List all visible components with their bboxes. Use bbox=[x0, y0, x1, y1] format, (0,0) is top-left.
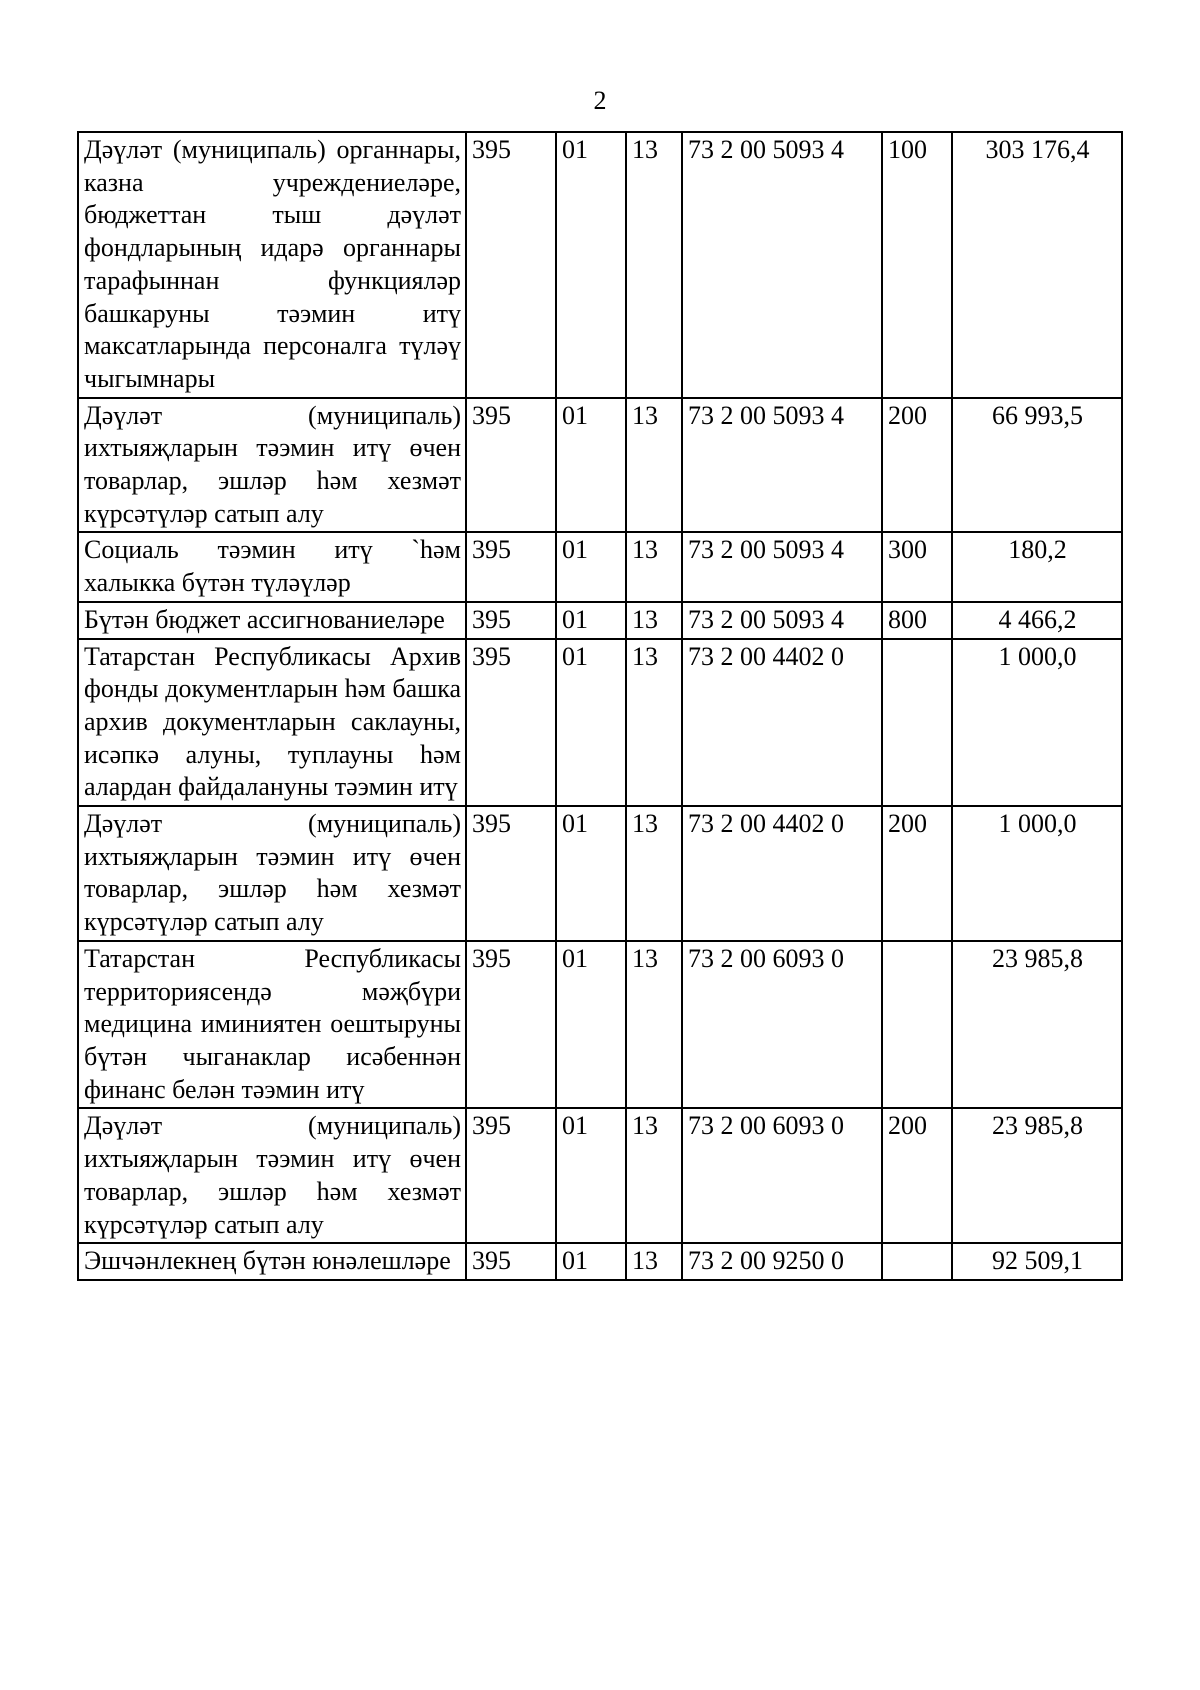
amount-cell: 1 000,0 bbox=[952, 806, 1122, 941]
expense-type-cell: 100 bbox=[882, 132, 952, 398]
target-article-cell: 73 2 00 5093 4 bbox=[682, 532, 882, 601]
expense-type-cell: 200 bbox=[882, 1108, 952, 1243]
table-row bbox=[78, 132, 1122, 398]
ministry-code-cell: 395 bbox=[466, 639, 556, 807]
table-row bbox=[78, 398, 1122, 533]
expense-type-cell: 800 bbox=[882, 602, 952, 639]
subsection-code-cell: 13 bbox=[626, 398, 682, 533]
subsection-code-cell: 13 bbox=[626, 639, 682, 807]
amount-cell: 23 985,8 bbox=[952, 941, 1122, 1109]
expense-name-cell: Дәүләт (муниципаль) ихтыяҗларын тәэмин итү өчен товарлар, эшләр һәм хезмәт күрсәтүләр сатып алу bbox=[78, 806, 466, 941]
section-code-cell: 01 bbox=[556, 602, 626, 639]
target-article-cell: 73 2 00 4402 0 bbox=[682, 639, 882, 807]
section-code-cell: 01 bbox=[556, 806, 626, 941]
ministry-code-cell: 395 bbox=[466, 1243, 556, 1280]
expense-type-cell bbox=[882, 639, 952, 807]
table-row bbox=[78, 639, 1122, 807]
expense-type-cell: 200 bbox=[882, 806, 952, 941]
section-code-cell: 01 bbox=[556, 132, 626, 398]
table-row bbox=[78, 532, 1122, 601]
amount-cell: 92 509,1 bbox=[952, 1243, 1122, 1280]
expense-type-cell: 300 bbox=[882, 532, 952, 601]
table-row bbox=[78, 941, 1122, 1109]
target-article-cell: 73 2 00 5093 4 bbox=[682, 602, 882, 639]
ministry-code-cell: 395 bbox=[466, 941, 556, 1109]
section-code-cell: 01 bbox=[556, 639, 626, 807]
expense-name-cell: Эшчәнлекнең бүтән юнәлешләре bbox=[78, 1243, 466, 1280]
amount-cell: 1 000,0 bbox=[952, 639, 1122, 807]
expense-type-cell: 200 bbox=[882, 398, 952, 533]
ministry-code-cell: 395 bbox=[466, 1108, 556, 1243]
target-article-cell: 73 2 00 9250 0 bbox=[682, 1243, 882, 1280]
target-article-cell: 73 2 00 5093 4 bbox=[682, 132, 882, 398]
target-article-cell: 73 2 00 4402 0 bbox=[682, 806, 882, 941]
ministry-code-cell: 395 bbox=[466, 398, 556, 533]
budget-table bbox=[77, 131, 1123, 1281]
expense-name-cell: Дәүләт (муниципаль) ихтыяҗларын тәэмин итү өчен товарлар, эшләр һәм хезмәт күрсәтүләр сатып алу bbox=[78, 1108, 466, 1243]
ministry-code-cell: 395 bbox=[466, 602, 556, 639]
section-code-cell: 01 bbox=[556, 1108, 626, 1243]
table-row bbox=[78, 1243, 1122, 1280]
ministry-code-cell: 395 bbox=[466, 806, 556, 941]
table-row bbox=[78, 602, 1122, 639]
page-number: 2 bbox=[593, 86, 607, 115]
subsection-code-cell: 13 bbox=[626, 532, 682, 601]
amount-cell: 180,2 bbox=[952, 532, 1122, 601]
amount-cell: 66 993,5 bbox=[952, 398, 1122, 533]
section-code-cell: 01 bbox=[556, 1243, 626, 1280]
expense-type-cell bbox=[882, 1243, 952, 1280]
expense-name-cell: Социаль тәэмин итү `һәм халыкка бүтән түләүләр bbox=[78, 532, 466, 601]
subsection-code-cell: 13 bbox=[626, 1243, 682, 1280]
expense-type-cell bbox=[882, 941, 952, 1109]
expense-name-cell: Дәүләт (муниципаль) ихтыяҗларын тәэмин итү өчен товарлар, эшләр һәм хезмәт күрсәтүләр сатып алу bbox=[78, 398, 466, 533]
target-article-cell: 73 2 00 6093 0 bbox=[682, 941, 882, 1109]
section-code-cell: 01 bbox=[556, 941, 626, 1109]
ministry-code-cell: 395 bbox=[466, 132, 556, 398]
section-code-cell: 01 bbox=[556, 532, 626, 601]
budget-table-body bbox=[78, 132, 1122, 1280]
amount-cell: 23 985,8 bbox=[952, 1108, 1122, 1243]
subsection-code-cell: 13 bbox=[626, 132, 682, 398]
target-article-cell: 73 2 00 6093 0 bbox=[682, 1108, 882, 1243]
subsection-code-cell: 13 bbox=[626, 806, 682, 941]
ministry-code-cell: 395 bbox=[466, 532, 556, 601]
subsection-code-cell: 13 bbox=[626, 602, 682, 639]
amount-cell: 303 176,4 bbox=[952, 132, 1122, 398]
target-article-cell: 73 2 00 5093 4 bbox=[682, 398, 882, 533]
section-code-cell: 01 bbox=[556, 398, 626, 533]
amount-cell: 4 466,2 bbox=[952, 602, 1122, 639]
expense-name-cell: Бүтән бюджет ассигнованиеләре bbox=[78, 602, 466, 639]
table-row bbox=[78, 806, 1122, 941]
expense-name-cell: Татарстан Республикасы Архив фонды документларын һәм башка архив документларын саклауны, исәпкә алуны, туплауны һәм алардан файдалануны тәэмин итү bbox=[78, 639, 466, 807]
table-row bbox=[78, 1108, 1122, 1243]
subsection-code-cell: 13 bbox=[626, 941, 682, 1109]
expense-name-cell: Татарстан Республикасы территориясендә мәҗбүри медицина иминиятен оештыруны бүтән чыганаклар исәбеннән финанс белән тәэмин итү bbox=[78, 941, 466, 1109]
expense-name-cell: Дәүләт (муниципаль) органнары, казна учреждениеләре, бюджеттан тыш дәүләт фондларының идарә органнары тарафыннан функцияләр башкаруны тәэмин итү максатларында персоналга түләү чыгымнары bbox=[78, 132, 466, 398]
subsection-code-cell: 13 bbox=[626, 1108, 682, 1243]
